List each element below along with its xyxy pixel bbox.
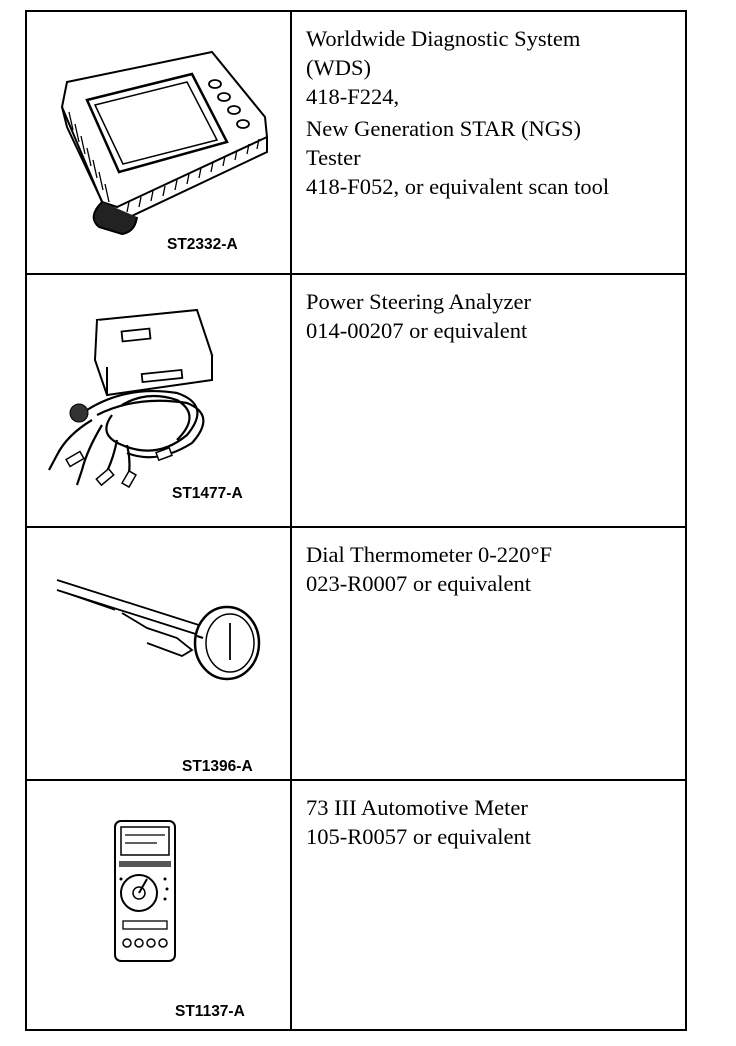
illustration-cell [27,275,292,526]
illustration-cell [27,528,292,779]
power-steering-analyzer-icon [27,275,290,528]
special-tools-table [25,10,687,1031]
tool-name-line: Worldwide Diagnostic System [306,26,581,51]
tool-name-line: (WDS) [306,55,371,80]
tool-description [292,781,685,1031]
dial-thermometer-icon [27,528,290,781]
illustration-cell [27,12,292,273]
tool-description [292,12,685,273]
tool-description [292,528,685,779]
tool-number-line: 418-F052, or equivalent scan tool [306,174,610,199]
illustration-code: ST1396-A [182,758,253,775]
tool-row-dial-thermometer [27,528,685,781]
tool-row-wds [27,12,685,275]
illustration-code: ST1137-A [175,1003,245,1020]
illustration-code: ST2332-A [167,236,238,253]
tool-number-line: 014-00207 or equivalent [306,318,528,343]
illustration-code: ST1477-A [172,485,243,502]
tool-name-line: Tester [306,145,361,170]
tool-name-line: New Generation STAR (NGS) [306,116,582,141]
tool-number-line: 105-R0057 or equivalent [306,824,531,849]
tool-number-line: 418-F224, [306,84,400,109]
tool-name-line: Dial Thermometer 0-220°F [306,542,553,567]
automotive-meter-icon [27,781,290,1031]
illustration-cell [27,781,292,1031]
scan-tool-icon [27,12,290,275]
tool-row-power-steering-analyzer [27,275,685,528]
tool-row-automotive-meter [27,781,685,1031]
tool-description [292,275,685,526]
tool-name-line: 73 III Automotive Meter [306,795,528,820]
tool-number-line: 023-R0007 or equivalent [306,571,531,596]
tool-name-line: Power Steering Analyzer [306,289,531,314]
